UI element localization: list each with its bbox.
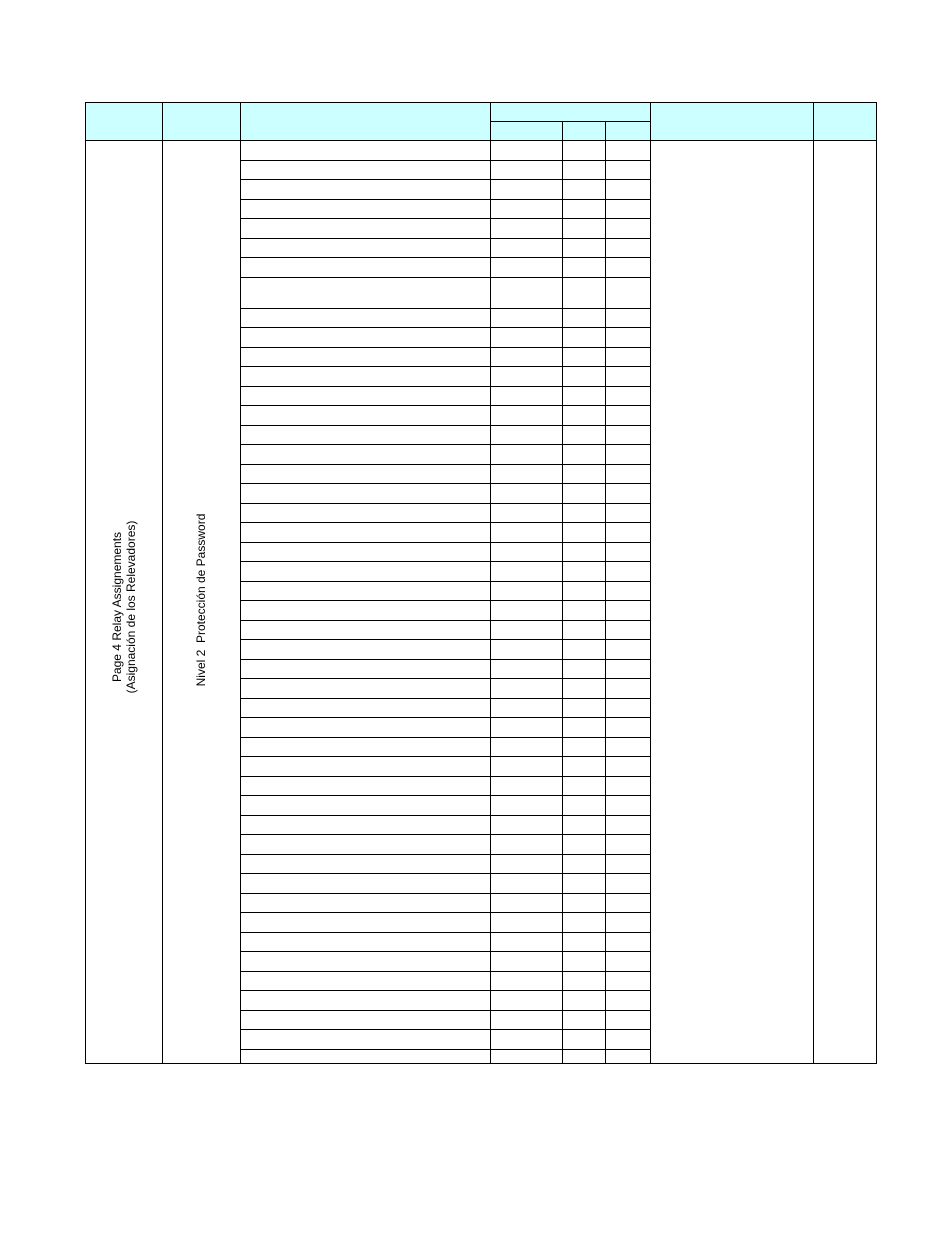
body-row-line	[240, 308, 650, 309]
body-row-line	[240, 561, 650, 562]
header-cell-col8	[813, 102, 876, 140]
body-row-line	[240, 160, 650, 161]
body-row-line	[240, 257, 650, 258]
header-cell-col2	[162, 102, 240, 140]
header-cell-col1	[85, 102, 162, 140]
column-border-1	[85, 102, 86, 1064]
sub-column-border-1	[562, 121, 563, 1064]
body-row-line	[240, 795, 650, 796]
body-row-line	[240, 405, 650, 406]
relay-assignments-label: Page 4 Relay Assignements (Asignación de los Relevadores)	[110, 520, 138, 694]
body-row-line	[240, 425, 650, 426]
body-row-line	[240, 737, 650, 738]
body-row-line	[240, 620, 650, 621]
header-cell-col7	[650, 102, 813, 140]
table-bottom-border	[85, 1063, 876, 1064]
body-row-line	[240, 483, 650, 484]
header-cell-col3	[240, 102, 490, 140]
body-row-line	[240, 600, 650, 601]
column-border-6	[813, 102, 814, 1064]
body-row-line	[240, 756, 650, 757]
body-row-line	[240, 327, 650, 328]
body-row-line	[240, 873, 650, 874]
body-row-line	[240, 464, 650, 465]
body-row-line	[240, 347, 650, 348]
body-row-line	[240, 1010, 650, 1011]
body-row-line	[240, 199, 650, 200]
column-border-5	[650, 102, 651, 1064]
body-row-line	[240, 990, 650, 991]
column-border-7	[876, 102, 877, 1064]
body-row-line	[240, 179, 650, 180]
body-row-line	[240, 951, 650, 952]
column-border-3	[240, 102, 241, 1064]
body-row-line	[240, 776, 650, 777]
body-row-line	[240, 912, 650, 913]
body-row-line	[240, 639, 650, 640]
body-row-line	[240, 678, 650, 679]
column-border-2	[162, 102, 163, 1064]
body-row-line	[240, 659, 650, 660]
body-row-line	[240, 386, 650, 387]
body-row-line	[240, 854, 650, 855]
body-row-line	[240, 444, 650, 445]
body-row-line	[240, 834, 650, 835]
body-row-line	[240, 277, 650, 278]
body-row-line	[240, 218, 650, 219]
body-row-line	[240, 503, 650, 504]
body-row-line	[240, 1029, 650, 1030]
body-row-line	[240, 522, 650, 523]
table-top-border	[85, 102, 876, 103]
body-row-line	[240, 893, 650, 894]
body-row-line	[240, 238, 650, 239]
header-group-divider	[490, 121, 650, 122]
password-protection-label: Nivel 2 Protección de Password	[194, 513, 208, 687]
body-row-line	[240, 717, 650, 718]
body-row-line	[240, 932, 650, 933]
body-row-line	[240, 698, 650, 699]
header-bottom-border	[85, 140, 876, 141]
body-row-line	[240, 815, 650, 816]
body-row-line	[240, 366, 650, 367]
body-row-line	[240, 1049, 650, 1050]
body-row-line	[240, 581, 650, 582]
sub-column-border-2	[605, 121, 606, 1064]
column-border-4	[490, 102, 491, 1064]
body-row-line	[240, 542, 650, 543]
body-row-line	[240, 971, 650, 972]
